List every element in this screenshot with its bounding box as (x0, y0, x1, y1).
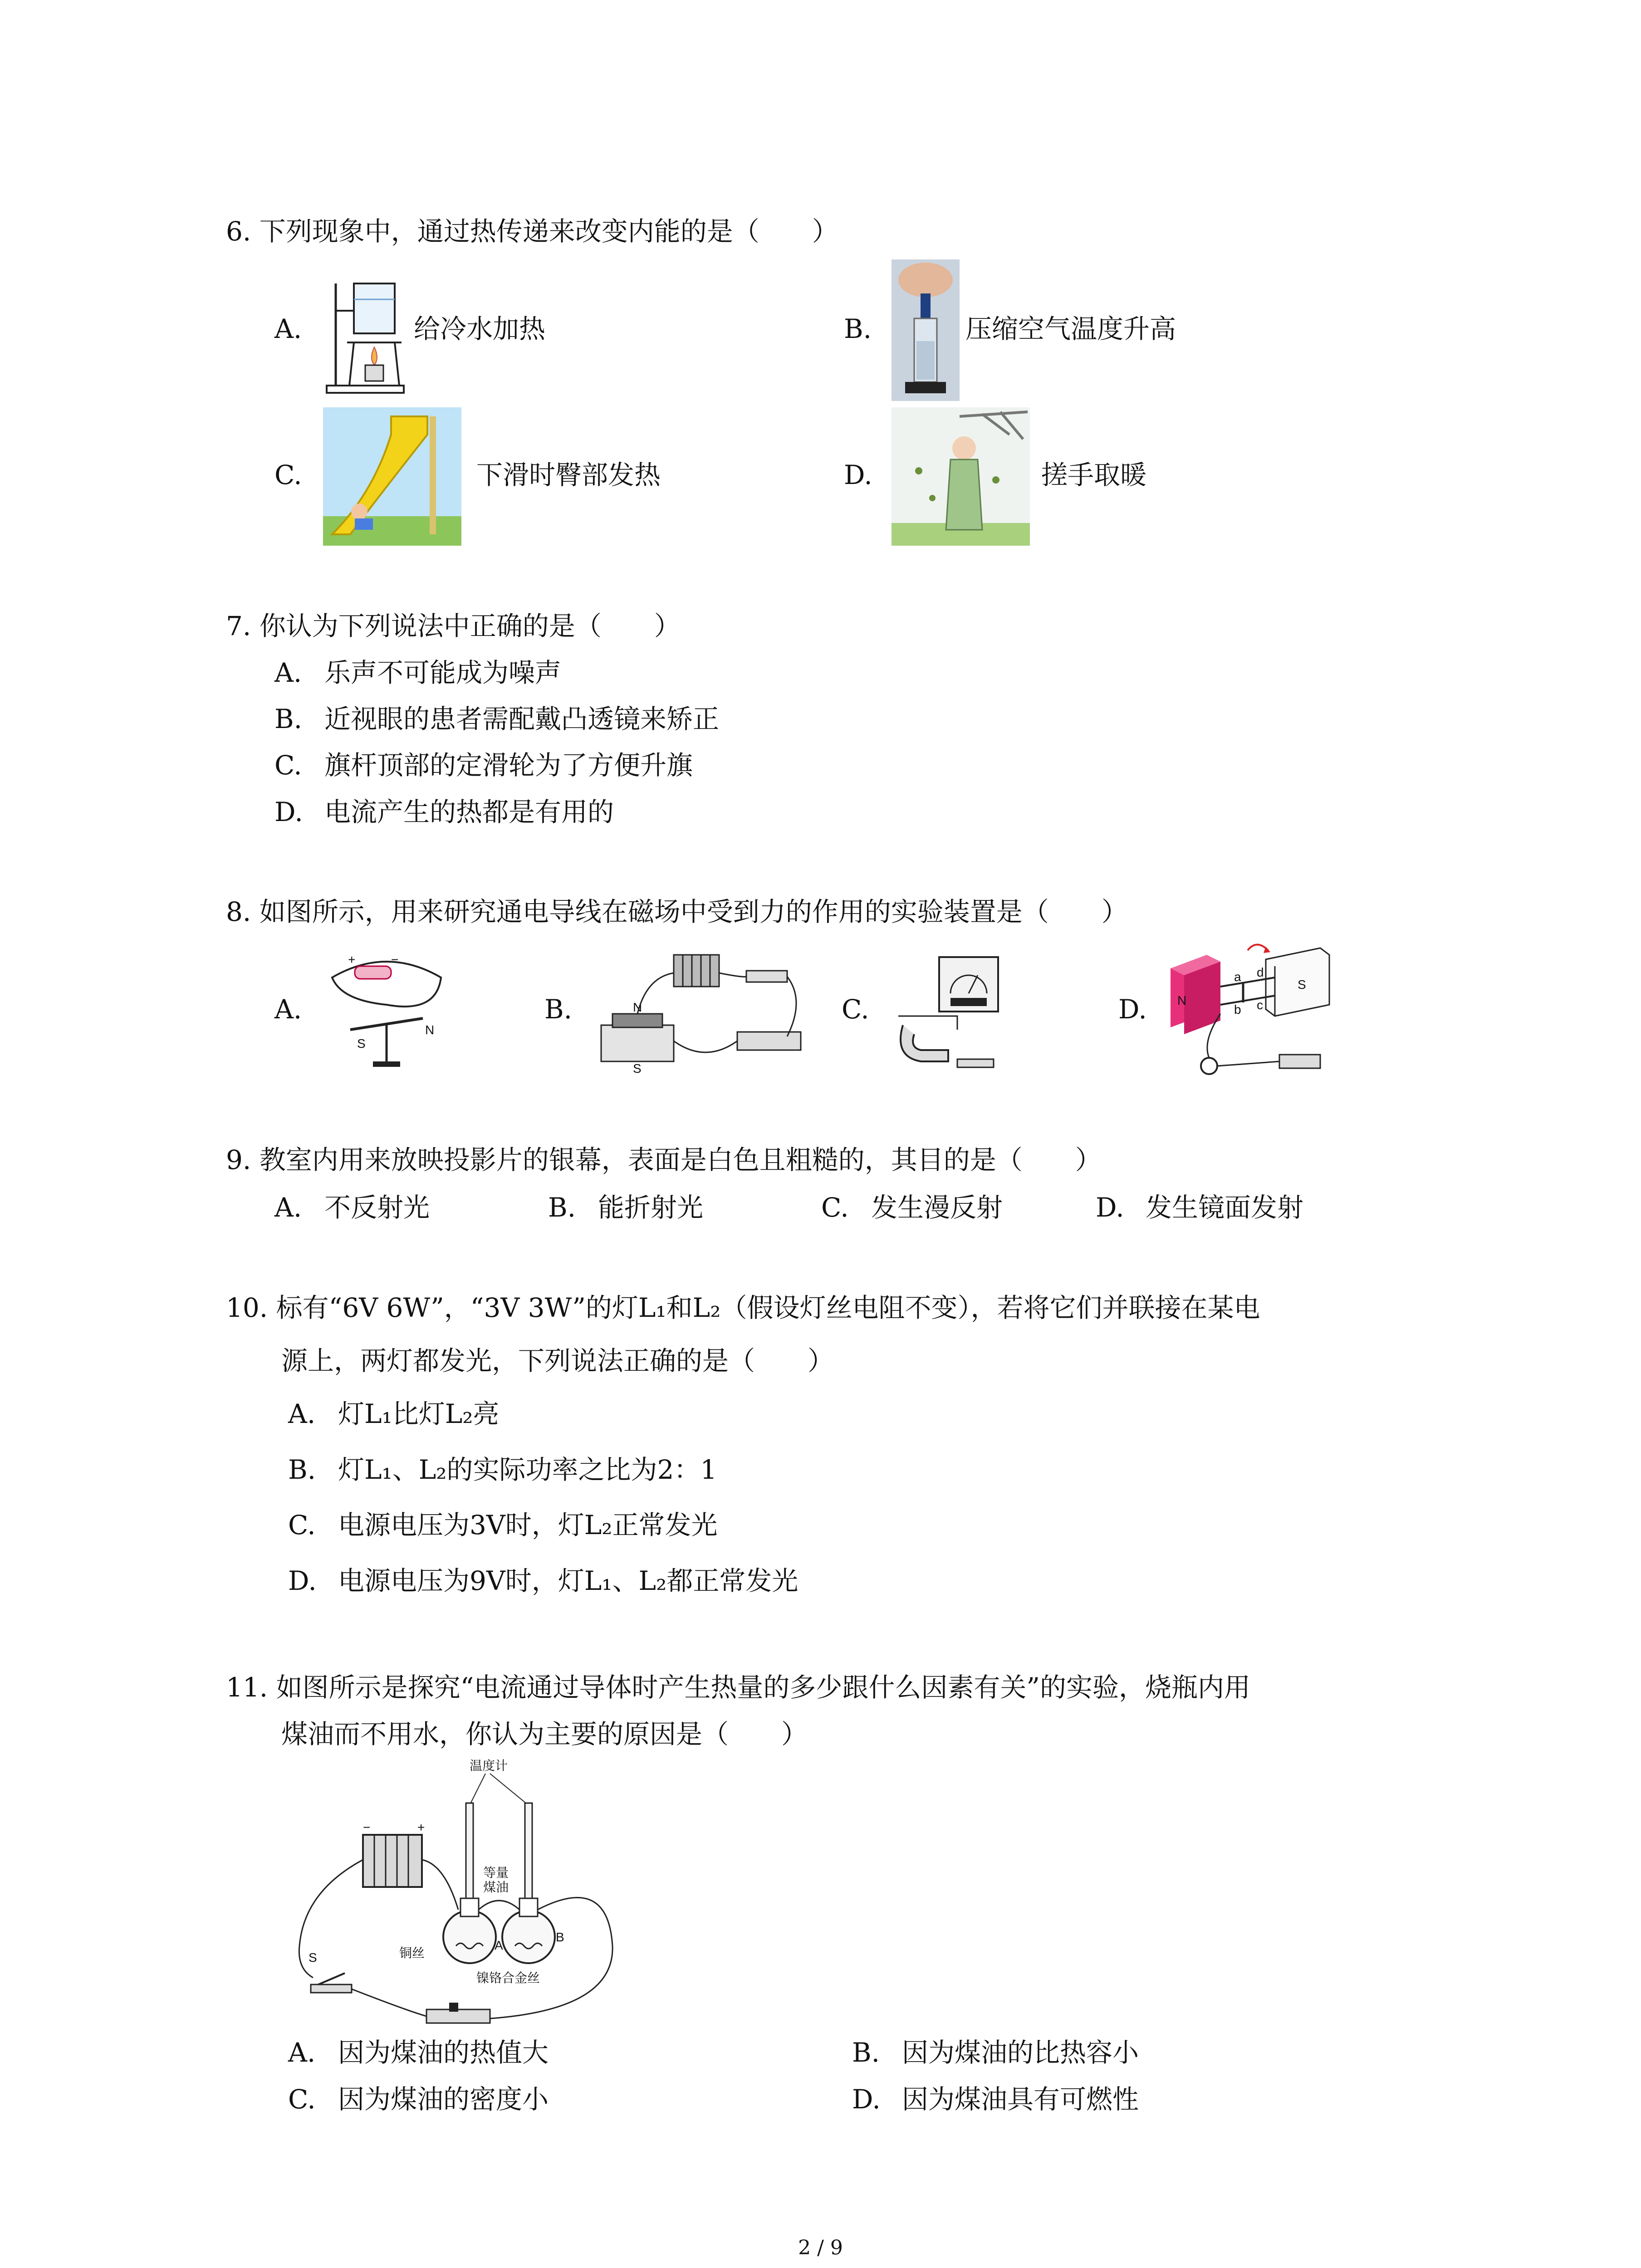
q11-copper-wire-label: 铜丝 (399, 1946, 425, 1960)
q11-option-c-letter: C. (288, 2084, 316, 2115)
q6-option-d-letter: D. (844, 459, 872, 490)
q11-battery-plus: + (417, 1820, 425, 1834)
q8a-s-label: S (357, 1036, 366, 1051)
q8d-a-label: a (1234, 970, 1241, 984)
q10-option-a-letter: A. (288, 1398, 316, 1429)
page-number: 2 / 9 (798, 2236, 843, 2259)
q9-option-a-letter: A. (274, 1192, 302, 1223)
q6-option-b-figure-pump (892, 259, 960, 401)
q8-option-a-letter: A. (274, 994, 302, 1025)
q10-option-a-text: 灯L₁比灯L₂亮 (338, 1398, 500, 1429)
q9-option-d-text: 发生镜面发射 (1146, 1192, 1304, 1223)
q8d-s-label: S (1298, 978, 1306, 992)
q6-option-a-text: 给冷水加热 (414, 313, 546, 344)
question-10-stem-line2: 源上，两灯都发光，下列说法正确的是（ ） (281, 1345, 834, 1376)
question-7-stem: 7. 你认为下列说法中正确的是（ ） (226, 611, 681, 641)
q11-nichrome-label: 镍铬合金丝 (476, 1971, 540, 1985)
q11-switch-label: S (309, 1950, 317, 1965)
question-11-stem-line1: 11. 如图所示是探究“电流通过导体时产生热量的多少跟什么因素有关”的实验，烧瓶内用 (226, 1672, 1250, 1703)
question-8-stem: 8. 如图所示，用来研究通电导线在磁场中受到力的作用的实验装置是（ ） (226, 896, 1128, 927)
q10-option-d-letter: D. (288, 1565, 317, 1596)
q8d-n-label: N (1177, 993, 1187, 1007)
q7-option-a-text: 乐声不可能成为噪声 (324, 657, 562, 688)
q7-option-a-letter: A. (274, 657, 302, 688)
q8-option-a-figure-oersted (323, 950, 450, 1068)
q9-option-a-text: 不反射光 (324, 1192, 430, 1223)
q10-option-b-text: 灯L₁、L₂的实际功率之比为2：1 (338, 1454, 717, 1485)
q8b-s-label: S (633, 1061, 642, 1075)
q11-thermometer-label: 温度计 (470, 1759, 508, 1773)
q8d-d-label: d (1257, 965, 1264, 979)
q11-equal-label: 等量 (483, 1866, 509, 1880)
q8a-plus-label: + (348, 953, 356, 967)
q10-option-c-letter: C. (288, 1510, 316, 1540)
q6-option-c-figure-slide (323, 407, 461, 546)
q6-option-d-text: 搓手取暖 (1041, 459, 1147, 490)
q9-option-c-text: 发生漫反射 (871, 1192, 1003, 1223)
q11-option-d-letter: D. (852, 2084, 881, 2115)
q8-option-c-figure-induction (889, 948, 1012, 1073)
q11-battery-minus: − (363, 1820, 371, 1834)
q8d-b-label: b (1234, 1002, 1241, 1017)
q7-option-c-letter: C. (274, 750, 302, 781)
q11-figure-joule-heating-experiment (290, 1755, 617, 2032)
q8-option-b-figure-motor-principle (592, 946, 810, 1075)
q10-option-c-text: 电源电压为3V时，灯L₂正常发光 (338, 1510, 718, 1540)
q6-option-a-figure-heating-water (322, 274, 408, 397)
q11-flask-b-label: B (556, 1930, 564, 1944)
q8a-n-label: N (425, 1023, 435, 1037)
q10-option-d-text: 电源电压为9V时，灯L₁、L₂都正常发光 (338, 1565, 798, 1596)
q11-option-b-text: 因为煤油的比热容小 (902, 2037, 1139, 2068)
q11-kerosene-label: 煤油 (483, 1880, 509, 1894)
question-6-stem: 6. 下列现象中，通过热传递来改变内能的是（ ） (226, 216, 838, 247)
q8-option-c-letter: C. (842, 994, 869, 1025)
q6-option-b-text: 压缩空气温度升高 (965, 313, 1176, 344)
q8a-minus-label: − (391, 953, 399, 967)
q6-option-d-figure-rubbing-hands (892, 407, 1030, 546)
q8-option-d-letter: D. (1118, 994, 1147, 1025)
q7-option-d-text: 电流产生的热都是有用的 (324, 797, 614, 827)
q9-option-b-letter: B. (548, 1192, 576, 1223)
q11-option-a-text: 因为煤油的热值大 (338, 2037, 549, 2068)
q7-option-d-letter: D. (274, 797, 303, 827)
q8-option-d-figure-magnet-rails (1166, 941, 1334, 1082)
question-9-stem: 9. 教室内用来放映投影片的银幕，表面是白色且粗糙的，其目的是（ ） (226, 1144, 1102, 1175)
question-11-stem-line2: 煤油而不用水，你认为主要的原因是（ ） (281, 1719, 808, 1750)
q8d-c-label: c (1257, 998, 1263, 1012)
q6-option-b-letter: B. (844, 313, 872, 344)
q9-option-d-letter: D. (1096, 1192, 1124, 1223)
q7-option-b-letter: B. (274, 704, 303, 734)
q10-option-b-letter: B. (288, 1454, 316, 1485)
q11-option-b-letter: B. (852, 2037, 880, 2068)
q6-option-a-letter: A. (274, 313, 302, 344)
q6-option-c-letter: C. (274, 459, 302, 490)
q11-option-c-text: 因为煤油的密度小 (338, 2084, 549, 2115)
q9-option-b-text: 能折射光 (598, 1192, 704, 1223)
q11-flask-a-label: A (495, 1938, 503, 1952)
question-10-stem-line1: 10. 标有“6V 6W”，“3V 3W”的灯L₁和L₂（假设灯丝电阻不变），若将它们并联接在某电 (226, 1292, 1260, 1323)
q11-option-a-letter: A. (288, 2037, 316, 2068)
q7-option-c-text: 旗杆顶部的定滑轮为了方便升旗 (324, 750, 693, 781)
q9-option-c-letter: C. (821, 1192, 849, 1223)
q11-option-d-text: 因为煤油具有可燃性 (902, 2084, 1139, 2115)
q6-option-c-text: 下滑时臀部发热 (476, 459, 661, 490)
q8b-n-label: N (633, 1000, 642, 1014)
q8-option-b-letter: B. (544, 994, 573, 1025)
q7-option-b-text: 近视眼的患者需配戴凸透镜来矫正 (324, 704, 720, 734)
